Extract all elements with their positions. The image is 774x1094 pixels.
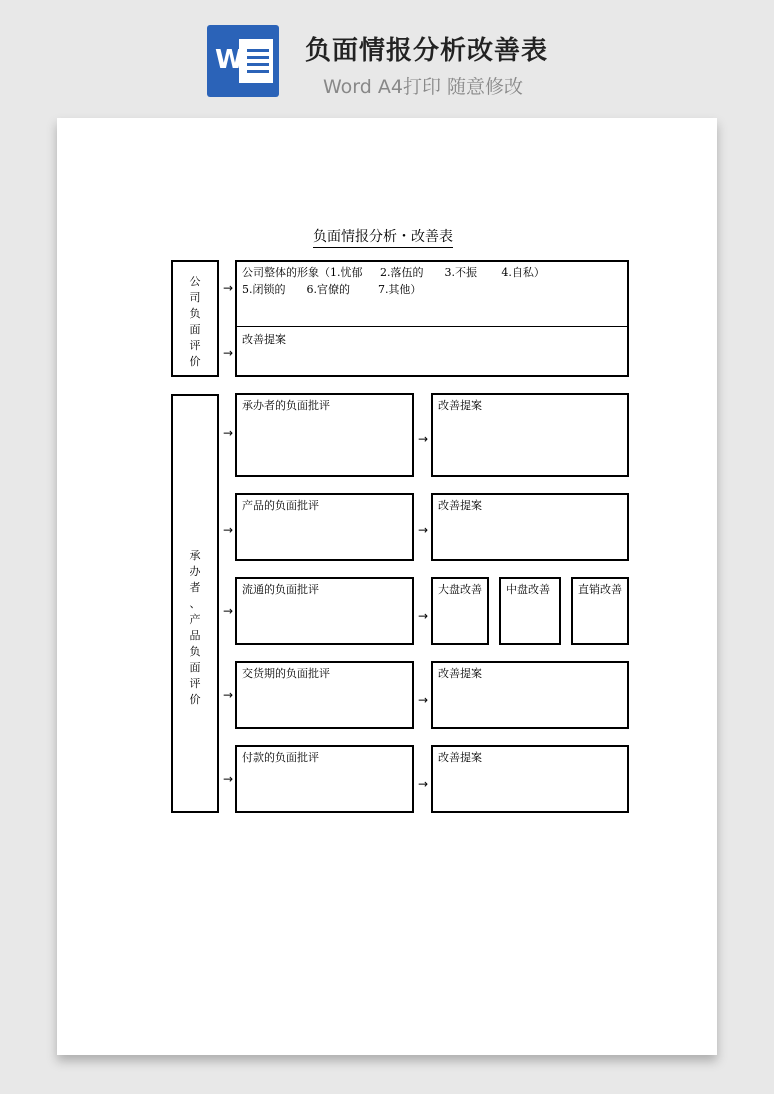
arrow-icon: → [418, 609, 429, 623]
delivery-criticism-box [235, 661, 414, 729]
company-evaluation-box [235, 260, 629, 377]
arrow-icon: → [223, 604, 234, 618]
product-criticism-label: 产品的负面批评 [242, 499, 319, 512]
product-criticism-box [235, 493, 414, 561]
product-proposal-label: 改善提案 [438, 499, 482, 512]
midlevel-improvement-label: 中盘改善 [506, 583, 550, 596]
arrow-icon: → [223, 523, 234, 537]
arrow-icon: → [223, 426, 234, 440]
word-icon [207, 25, 279, 97]
company-side-label-box [171, 260, 219, 377]
handler-proposal-label: 改善提案 [438, 399, 482, 412]
payment-proposal-label: 改善提案 [438, 751, 482, 764]
arrow-icon: → [418, 777, 429, 791]
wholesale-improvement-label: 大盘改善 [438, 583, 482, 596]
arrow-icon: → [223, 772, 234, 786]
company-image-line-2: 5.闭锁的 6.官僚的 7.其他） [242, 283, 422, 296]
handler-criticism-label: 承办者的负面批评 [242, 399, 330, 412]
product-proposal-box [431, 493, 629, 561]
arrow-icon: → [223, 346, 234, 360]
direct-sales-improvement-box [571, 577, 629, 645]
arrow-icon: → [418, 693, 429, 707]
company-image-line-1: 公司整体的形象（1.忧郁 2.落伍的 3.不振 4.自私） [242, 266, 545, 279]
arrow-icon: → [223, 281, 234, 295]
delivery-proposal-box [431, 661, 629, 729]
payment-criticism-box [235, 745, 414, 813]
arrow-icon: → [418, 523, 429, 537]
company-proposal-label: 改善提案 [242, 333, 286, 346]
handler-proposal-box [431, 393, 629, 477]
header-title: 负面情报分析改善表 [305, 36, 549, 66]
handler-criticism-box [235, 393, 414, 477]
divider [237, 326, 627, 327]
direct-sales-improvement-label: 直销改善 [578, 583, 622, 596]
wholesale-improvement-box [431, 577, 489, 645]
arrow-icon: → [418, 432, 429, 446]
header [0, 0, 774, 118]
delivery-criticism-label: 交货期的负面批评 [242, 667, 330, 680]
document-page [57, 118, 717, 1055]
distribution-criticism-box [235, 577, 414, 645]
sales-side-label-box [171, 394, 219, 813]
header-subtitle: Word A4打印 随意修改 [323, 76, 524, 98]
company-side-label: 公 司 负 面 评 价 [189, 275, 201, 368]
midlevel-improvement-box [499, 577, 561, 645]
delivery-proposal-label: 改善提案 [438, 667, 482, 680]
payment-criticism-label: 付款的负面批评 [242, 751, 319, 764]
sales-side-label: 承 办 者 、 产 品 负 面 评 价 [189, 549, 201, 706]
distribution-criticism-label: 流通的负面批评 [242, 583, 319, 596]
page-title: 负面情报分析・改善表 [313, 226, 453, 248]
word-letter: W [215, 45, 244, 75]
payment-proposal-box [431, 745, 629, 813]
arrow-icon: → [223, 688, 234, 702]
